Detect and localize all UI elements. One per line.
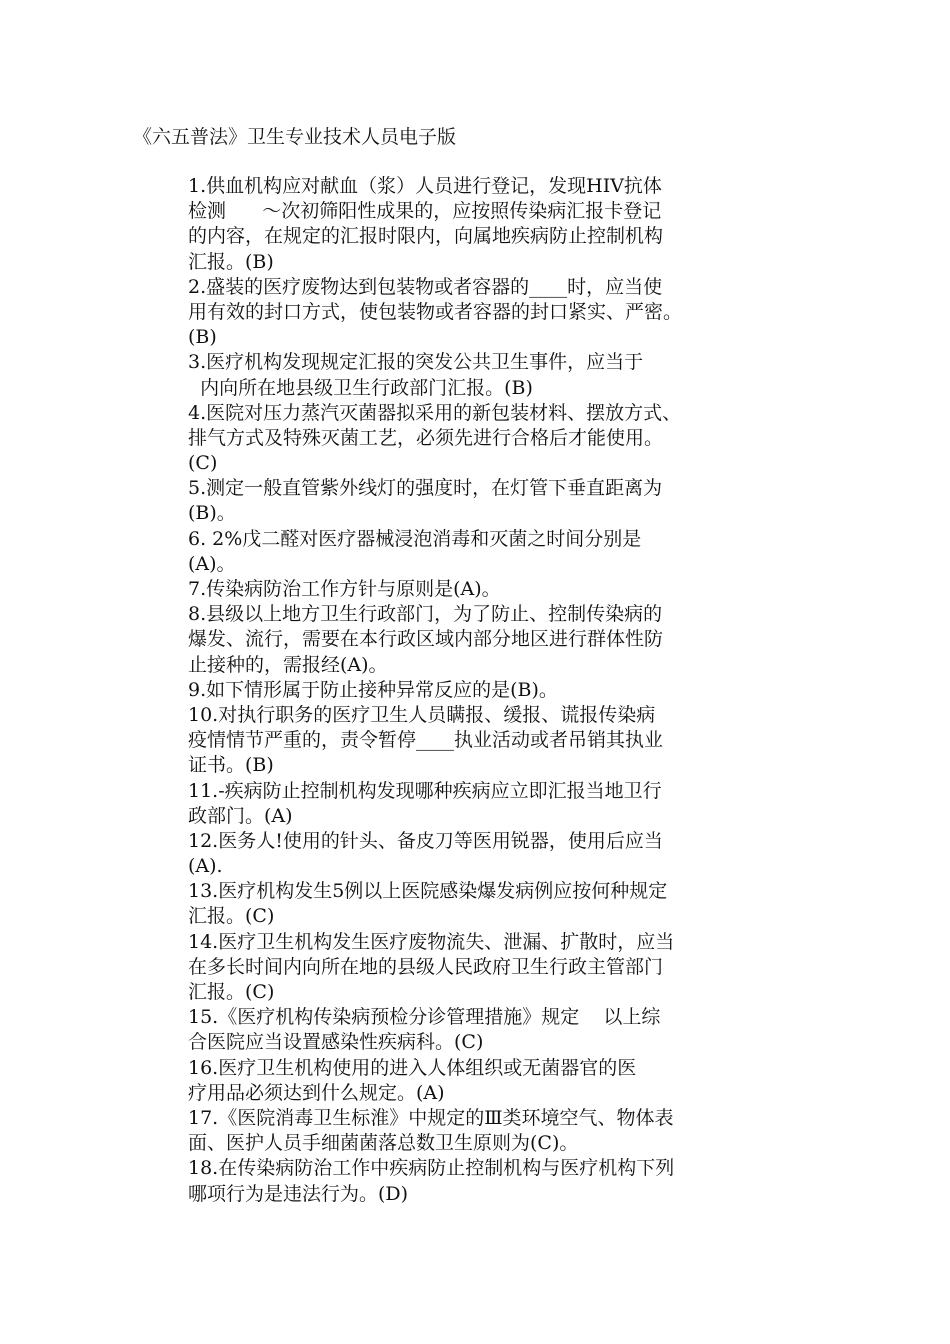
text-line: 爆发、流行，需要在本行政区域内部分地区进行群体性防 [188,628,664,651]
text-line: 合医院应当设置感染性疾病科。(C) [188,1031,484,1054]
text-line: (A). [188,855,223,878]
document-body [188,174,768,1207]
text-line: 6. 2%戊二醛对医疗器械浸泡消毒和灭菌之时间分别是 [188,527,642,550]
text-line: 面、医护人员手细菌菌落总数卫生原则为(C)。 [188,1132,579,1155]
text-line: 用有效的封口方式，使包装物或者容器的封口紧实、严密。 [188,300,683,323]
text-line: 9.如下情形属于防止接种异常反应的是(B)。 [188,678,558,701]
text-line: 疗用品必须达到什么规定。(A) [188,1081,445,1104]
document-title: 《六五普法》卫生专业技术人员电子版 [133,126,457,148]
text-line: 止接种的，需报经(A)。 [188,653,388,676]
text-line: 哪项行为是违法行为。(D) [188,1182,409,1205]
text-line: (C) [188,452,218,475]
text-line: (B) [188,326,217,349]
text-line: 17.《医院消毒卫生标淮》中规定的Ⅲ类环境空气、物体表 [188,1106,674,1129]
text-line: 3.医疗机构发现规定汇报的突发公共卫生事件，应当于 [188,351,644,374]
text-line: 16.医疗卫生机构使用的进入人体组织或无菌器官的医 [188,1056,637,1079]
text-line: 1.供血机构应对献血（浆）人员进行登记，发现HIV抗体 [188,175,662,197]
text-line: (B)。 [188,502,236,525]
text-line: 5.测定一般直管紫外线灯的强度时，在灯管下垂直距离为 [188,477,663,500]
text-line: 的内容，在规定的汇报时限内，向属地疾病防止控制机构 [188,225,664,248]
text-line: 15.《医疗机构传染病预检分诊管理措施》规定 以上综 [188,1006,661,1029]
text-line: 排气方式及特殊灭菌工艺，必须先进行合格后才能使用。 [188,426,664,449]
text-line: 14.医疗卫生机构发生医疗废物流失、泄漏、扩散时，应当 [188,930,675,953]
text-line: (A)。 [188,552,236,575]
text-line: 12.医务人!使用的针头、备皮刀等医用锐器，使用后应当 [188,829,663,852]
text-line: 18.在传染病防治工作中疾病防止控制机构与医疗机构下列 [188,1157,675,1180]
text-line: 疫情情节严重的，责令暂停____执业活动或者吊销其执业 [188,729,664,752]
text-line: 8.县级以上地方卫生行政部门，为了防止、控制传染病的 [188,603,663,626]
text-line: 4.医院对压力蒸汽灭菌器拟采用的新包装材料、摆放方式、 [188,401,682,424]
text-line: 10.对执行职务的医疗卫生人员瞒报、缓报、谎报传染病 [188,703,656,726]
text-line: 汇报。(C) [188,905,275,928]
text-line: 7.传染病防治工作方针与原则是(A)。 [188,578,501,600]
text-line: 11.-疾病防止控制机构发现哪种疾病应立即汇报当地卫行 [188,779,662,802]
text-line: 2.盛装的医疗废物达到包装物或者容器的____时，应当使 [188,275,663,298]
text-line: 内向所在地县级卫生行政部门汇报。(B) [188,376,533,399]
text-line: 13.医疗机构发生5例以上医院感染爆发病例应按何种规定 [188,880,668,903]
text-line: 证书。(B) [188,754,274,777]
text-line: 检测 ～次初筛阳性成果的，应按照传染病汇报卡登记 [188,200,662,223]
text-line: 在多长时间内向所在地的县级人民政府卫生行政主管部门 [188,955,664,978]
text-line: 汇报。(B) [188,250,274,273]
text-line: 汇报。(C) [188,981,275,1003]
text-line: 政部门。(A) [188,804,293,827]
